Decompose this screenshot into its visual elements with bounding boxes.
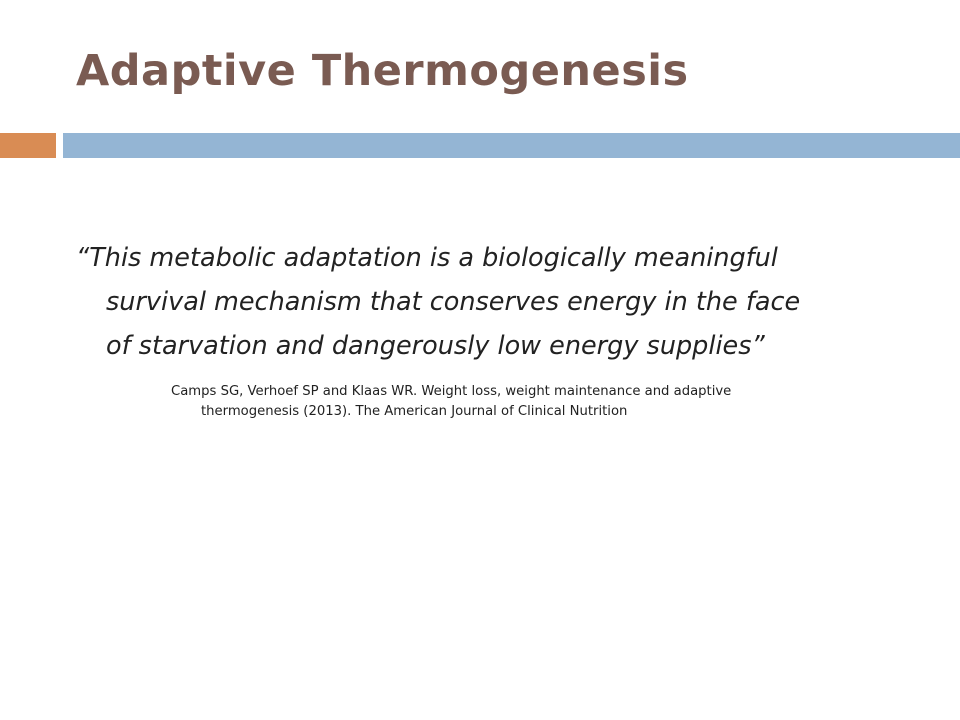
quote-line: survival mechanism that conserves energy in the face [106,287,801,317]
citation-line: thermogenesis (2013). The American Journal of Clinical Nutrition [201,404,628,419]
citation-block [171,382,871,422]
quote-line: of starvation and dangerously low energy supplies” [106,331,765,361]
title-divider-bar [63,133,960,158]
quote-block [76,236,916,368]
citation-line: Camps SG, Verhoef SP and Klaas WR. Weight loss, weight maintenance and adaptive [171,384,732,399]
title-accent-bar [0,133,56,158]
slide-title: Adaptive Thermogenesis [76,46,689,96]
quote-line: “This metabolic adaptation is a biologically meaningful [76,243,778,273]
